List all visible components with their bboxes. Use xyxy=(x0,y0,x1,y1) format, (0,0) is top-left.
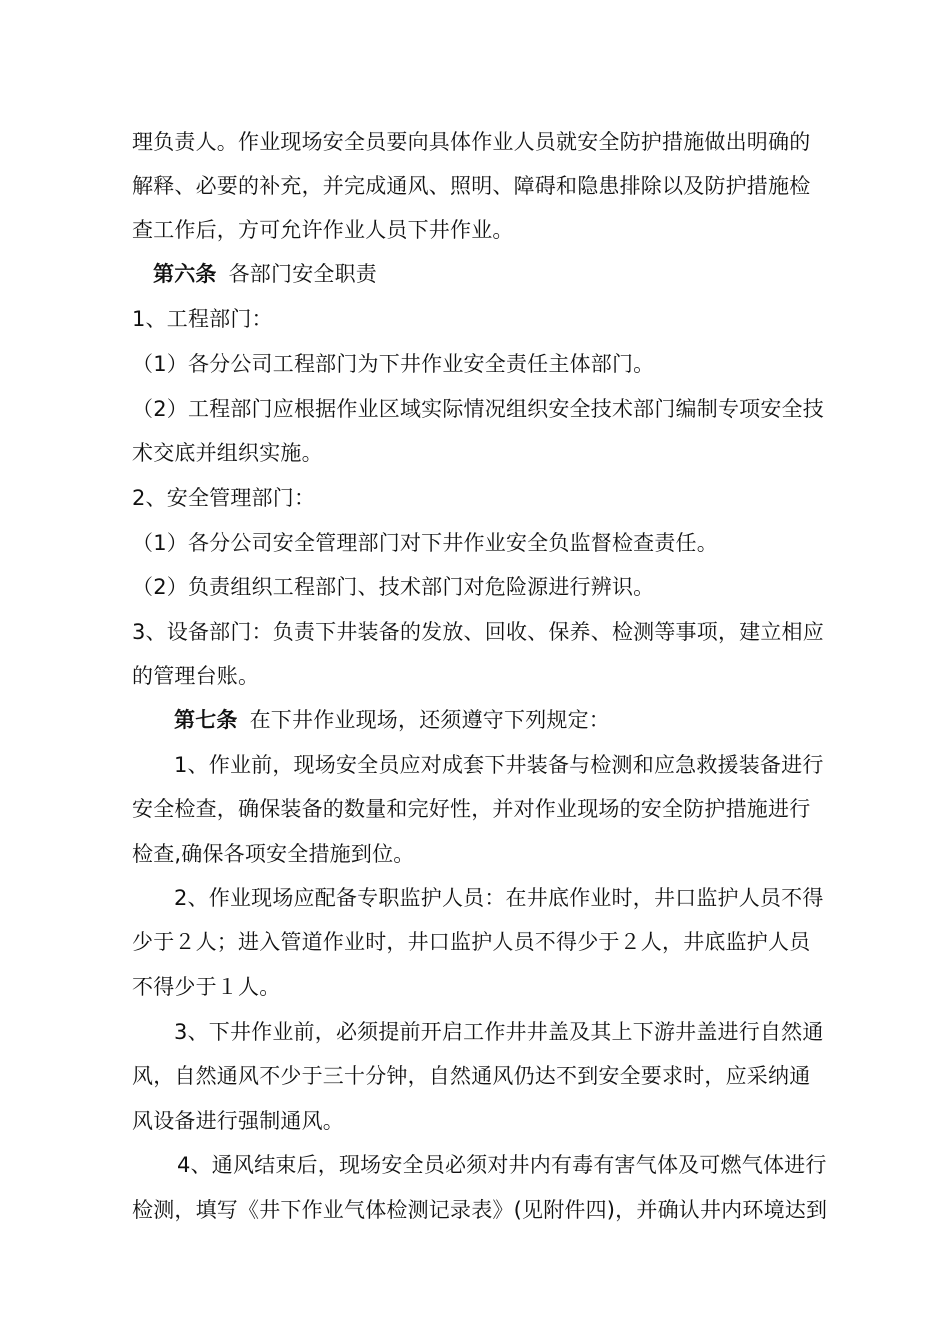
paragraph-line: 检测，填写《井下作业气体检测记录表》(见附件四)，并确认井内环境达到 xyxy=(132,1198,828,1222)
article-label: 第七条 xyxy=(174,708,238,732)
article-title: 在下井作业现场，还须遵守下列规定： xyxy=(249,708,611,732)
section-heading: 3、设备部门：负责下井装备的发放、回收、保养、检测等事项，建立相应 xyxy=(132,620,824,644)
paragraph-line: 查工作后，方可允许作业人员下井作业。 xyxy=(132,218,514,242)
article-heading-6 xyxy=(153,260,377,288)
list-item: 4、通风结束后，现场安全员必须对井内有毒有害气体及可燃气体进行 xyxy=(177,1153,827,1177)
paragraph-line: 安全检查，确保装备的数量和完好性，并对作业现场的安全防护措施进行 xyxy=(132,797,811,821)
paragraph-line: 术交底并组织实施。 xyxy=(132,441,323,465)
paragraph-line: 少于２人；进入管道作业时，井口监护人员不得少于２人，井底监护人员 xyxy=(132,930,811,954)
section-heading: 1、工程部门： xyxy=(132,307,273,331)
list-item: （1）各分公司工程部门为下井作业安全责任主体部门。 xyxy=(132,352,655,376)
article-title: 各部门安全职责 xyxy=(228,262,378,286)
list-item: （1）各分公司安全管理部门对下井作业安全负监督检查责任。 xyxy=(132,531,718,555)
article-heading-7 xyxy=(174,706,610,734)
paragraph-line: 风设备进行强制通风。 xyxy=(132,1109,344,1133)
paragraph-line: 的管理台账。 xyxy=(132,664,260,688)
list-item: 3、下井作业前，必须提前开启工作井井盖及其上下游井盖进行自然通 xyxy=(174,1020,824,1044)
paragraph-line: 不得少于１人。 xyxy=(132,975,281,999)
paragraph-line: 风，自然通风不少于三十分钟，自然通风仍达不到安全要求时，应采纳通 xyxy=(132,1064,811,1088)
paragraph-line: 检查,确保各项安全措施到位。 xyxy=(132,842,415,866)
paragraph-line: 解释、必要的补充，并完成通风、照明、障碍和隐患排除以及防护措施检 xyxy=(132,174,811,198)
list-item: 1、作业前，现场安全员应对成套下井装备与检测和应急救援装备进行 xyxy=(174,753,824,777)
list-item: （2）工程部门应根据作业区域实际情况组织安全技术部门编制专项安全技 xyxy=(132,397,824,421)
section-heading: 2、安全管理部门： xyxy=(132,486,316,510)
article-label: 第六条 xyxy=(153,262,217,286)
list-item: （2）负责组织工程部门、技术部门对危险源进行辨识。 xyxy=(132,575,655,599)
paragraph-line: 理负责人。作业现场安全员要向具体作业人员就安全防护措施做出明确的 xyxy=(132,130,811,154)
list-item: 2、作业现场应配备专职监护人员：在井底作业时，井口监护人员不得 xyxy=(174,886,824,910)
